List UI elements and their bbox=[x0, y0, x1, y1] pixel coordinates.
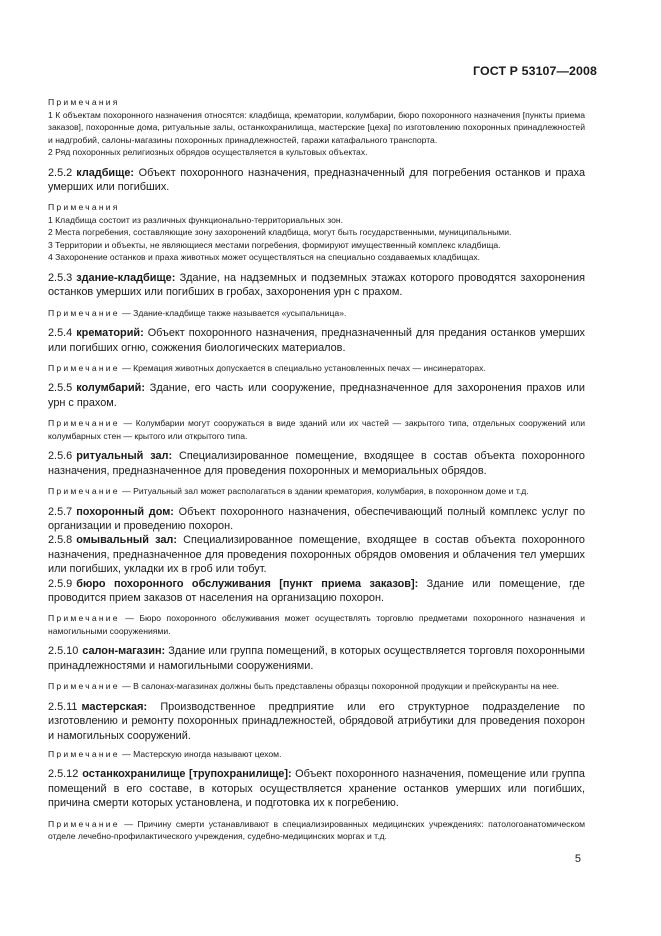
note-single: Примечание — Бюро похоронного обслуживания может осуществлять торговлю предметами похоронного назначения и намогильными сооружениями. bbox=[48, 613, 585, 636]
notes-heading: Примечания bbox=[48, 97, 120, 107]
notes-heading: Примечания bbox=[48, 202, 120, 213]
definition-2-5-12: 2.5.12 останкохранилище [трупохранилище]: Объект похоронного назначения, помещение или группа помещений в его составе, в которых осуществляется хранение останков умерших или погибших, причина смерти которых установлена, и подготовка их к погребению. bbox=[48, 768, 585, 810]
note-single: Примечание — В салонах-магазинах должны быть представлены образцы похоронной продукции и прейскуранты на нее. bbox=[48, 681, 560, 692]
definition-2-5-11: 2.5.11 мастерская: Производственное предприятие или его структурное подразделение по изготовлению и ремонту похоронных принадлежностей, обрядовой атрибутики для проведения похорон и намогильных сооружений. bbox=[48, 700, 585, 742]
note-item: 2 Ряд похоронных религиозных обрядов осуществляется в культовых объектах. bbox=[48, 147, 368, 157]
definition-2-5-3: 2.5.3 здание-кладбище: Здание, на надземных и подземных этажах которого проводятся захоронения останков умерших или погибших в гробах, захоронения урн с прахом. bbox=[48, 271, 585, 299]
note-single: Примечание — Кремация животных допускается в специально установленных печах — инсинераторах. bbox=[48, 362, 486, 373]
note-single: Примечание — Колумбарии могут сооружаться в виде зданий или их частей — закрытого типа, отдельных сооружений или колумбарных стен — крытого или открытого типа. bbox=[48, 418, 586, 441]
definition-2-5-4: 2.5.4 крематорий: Объект похоронного назначения, предназначенный для предания останков умерших или погибших огню, сожжения биологических материалов. bbox=[48, 327, 585, 354]
definition-2-5-8: 2.5.8 омывальный зал: Специализированное помещение, входящее в состав объекта похоронного назначения, предназначенное для проведения похоронных обрядов омовения и облачения тел умерших или погибших, укладки их в гроб или тобут. bbox=[48, 534, 585, 576]
definition-2-5-5: 2.5.5 колумбарий: Здание, его часть или сооружение, предназначенное для захоронения прахов или урн с прахом. bbox=[48, 382, 585, 409]
note-single: Примечание — Мастерскую иногда называют цехом. bbox=[48, 748, 282, 759]
definition-2-5-2: 2.5.2 кладбище: Объект похоронного назначения, предназначенный для погребения останков и праха умерших или погибших. bbox=[48, 166, 585, 193]
note-item: 1 К объектам похоронного назначения относятся: кладбища, крематории, колумбарии, бюро похоронного назначения [пункты приема заказов], похоронные дома, ритуальные залы, останкохранилища, мастерские [цеха] по изготовлению похоронных принадлежностей и надгробий, салоны-магазины похоронных принадлежностей, гаражи катафального транспорта. bbox=[48, 109, 585, 145]
definition-2-5-9: 2.5.9 бюро похоронного обслуживания [пункт приема заказов]: Здание или помещение, где проводится прием заказов от населения на организацию похорон. bbox=[48, 577, 585, 604]
definition-2-5-6: 2.5.6 ритуальный зал: Специализированное помещение, входящее в состав объекта похоронного назначения, предназначенное для проведения похоронных и мемориальных обрядов. bbox=[48, 450, 585, 477]
note-item: 1 Кладбища состоит из различных функционально-территориальных зон. bbox=[48, 214, 343, 225]
note-item: 3 Территории и объекты, не являющиеся местами погребения, формируют имущественный комплекс кладбища. bbox=[48, 239, 501, 250]
document-id-header: ГОСТ Р 53107—2008 bbox=[473, 64, 597, 78]
note-item: 4 Захоронение останков и праха животных может осуществляться на специально создаваемых кладбищах. bbox=[48, 252, 481, 263]
page-content bbox=[48, 96, 585, 843]
definition-2-5-7: 2.5.7 похоронный дом: Объект похоронного назначения, обеспечивающий полный комплекс услуг по организации и проведению похорон. bbox=[48, 505, 585, 532]
note-single: Примечание — Здание-кладбище также называется «усыпальница». bbox=[48, 307, 347, 318]
page-number: 5 bbox=[574, 853, 581, 865]
definition-2-5-10: 2.5.10 салон-магазин: Здание или группа помещений, в которых осуществляется торговля похоронными принадлежностями и намогильными сооружениями. bbox=[48, 645, 585, 672]
note-single: Примечание — Ритуальный зал может располагаться в здании крематория, колумбария, в похоронном доме и т.д. bbox=[48, 486, 529, 497]
note-single: Примечание — Причину смерти устанавливают в специализированных медицинских учреждениях: патологоанатомическом отделе лечебно-профилактического учреждения, судебно-медицинских моргах и т.д. bbox=[48, 818, 586, 842]
note-item: 2 Места погребения, составляющие зону захоронений кладбища, могут быть государственными, муниципальными. bbox=[48, 227, 512, 238]
